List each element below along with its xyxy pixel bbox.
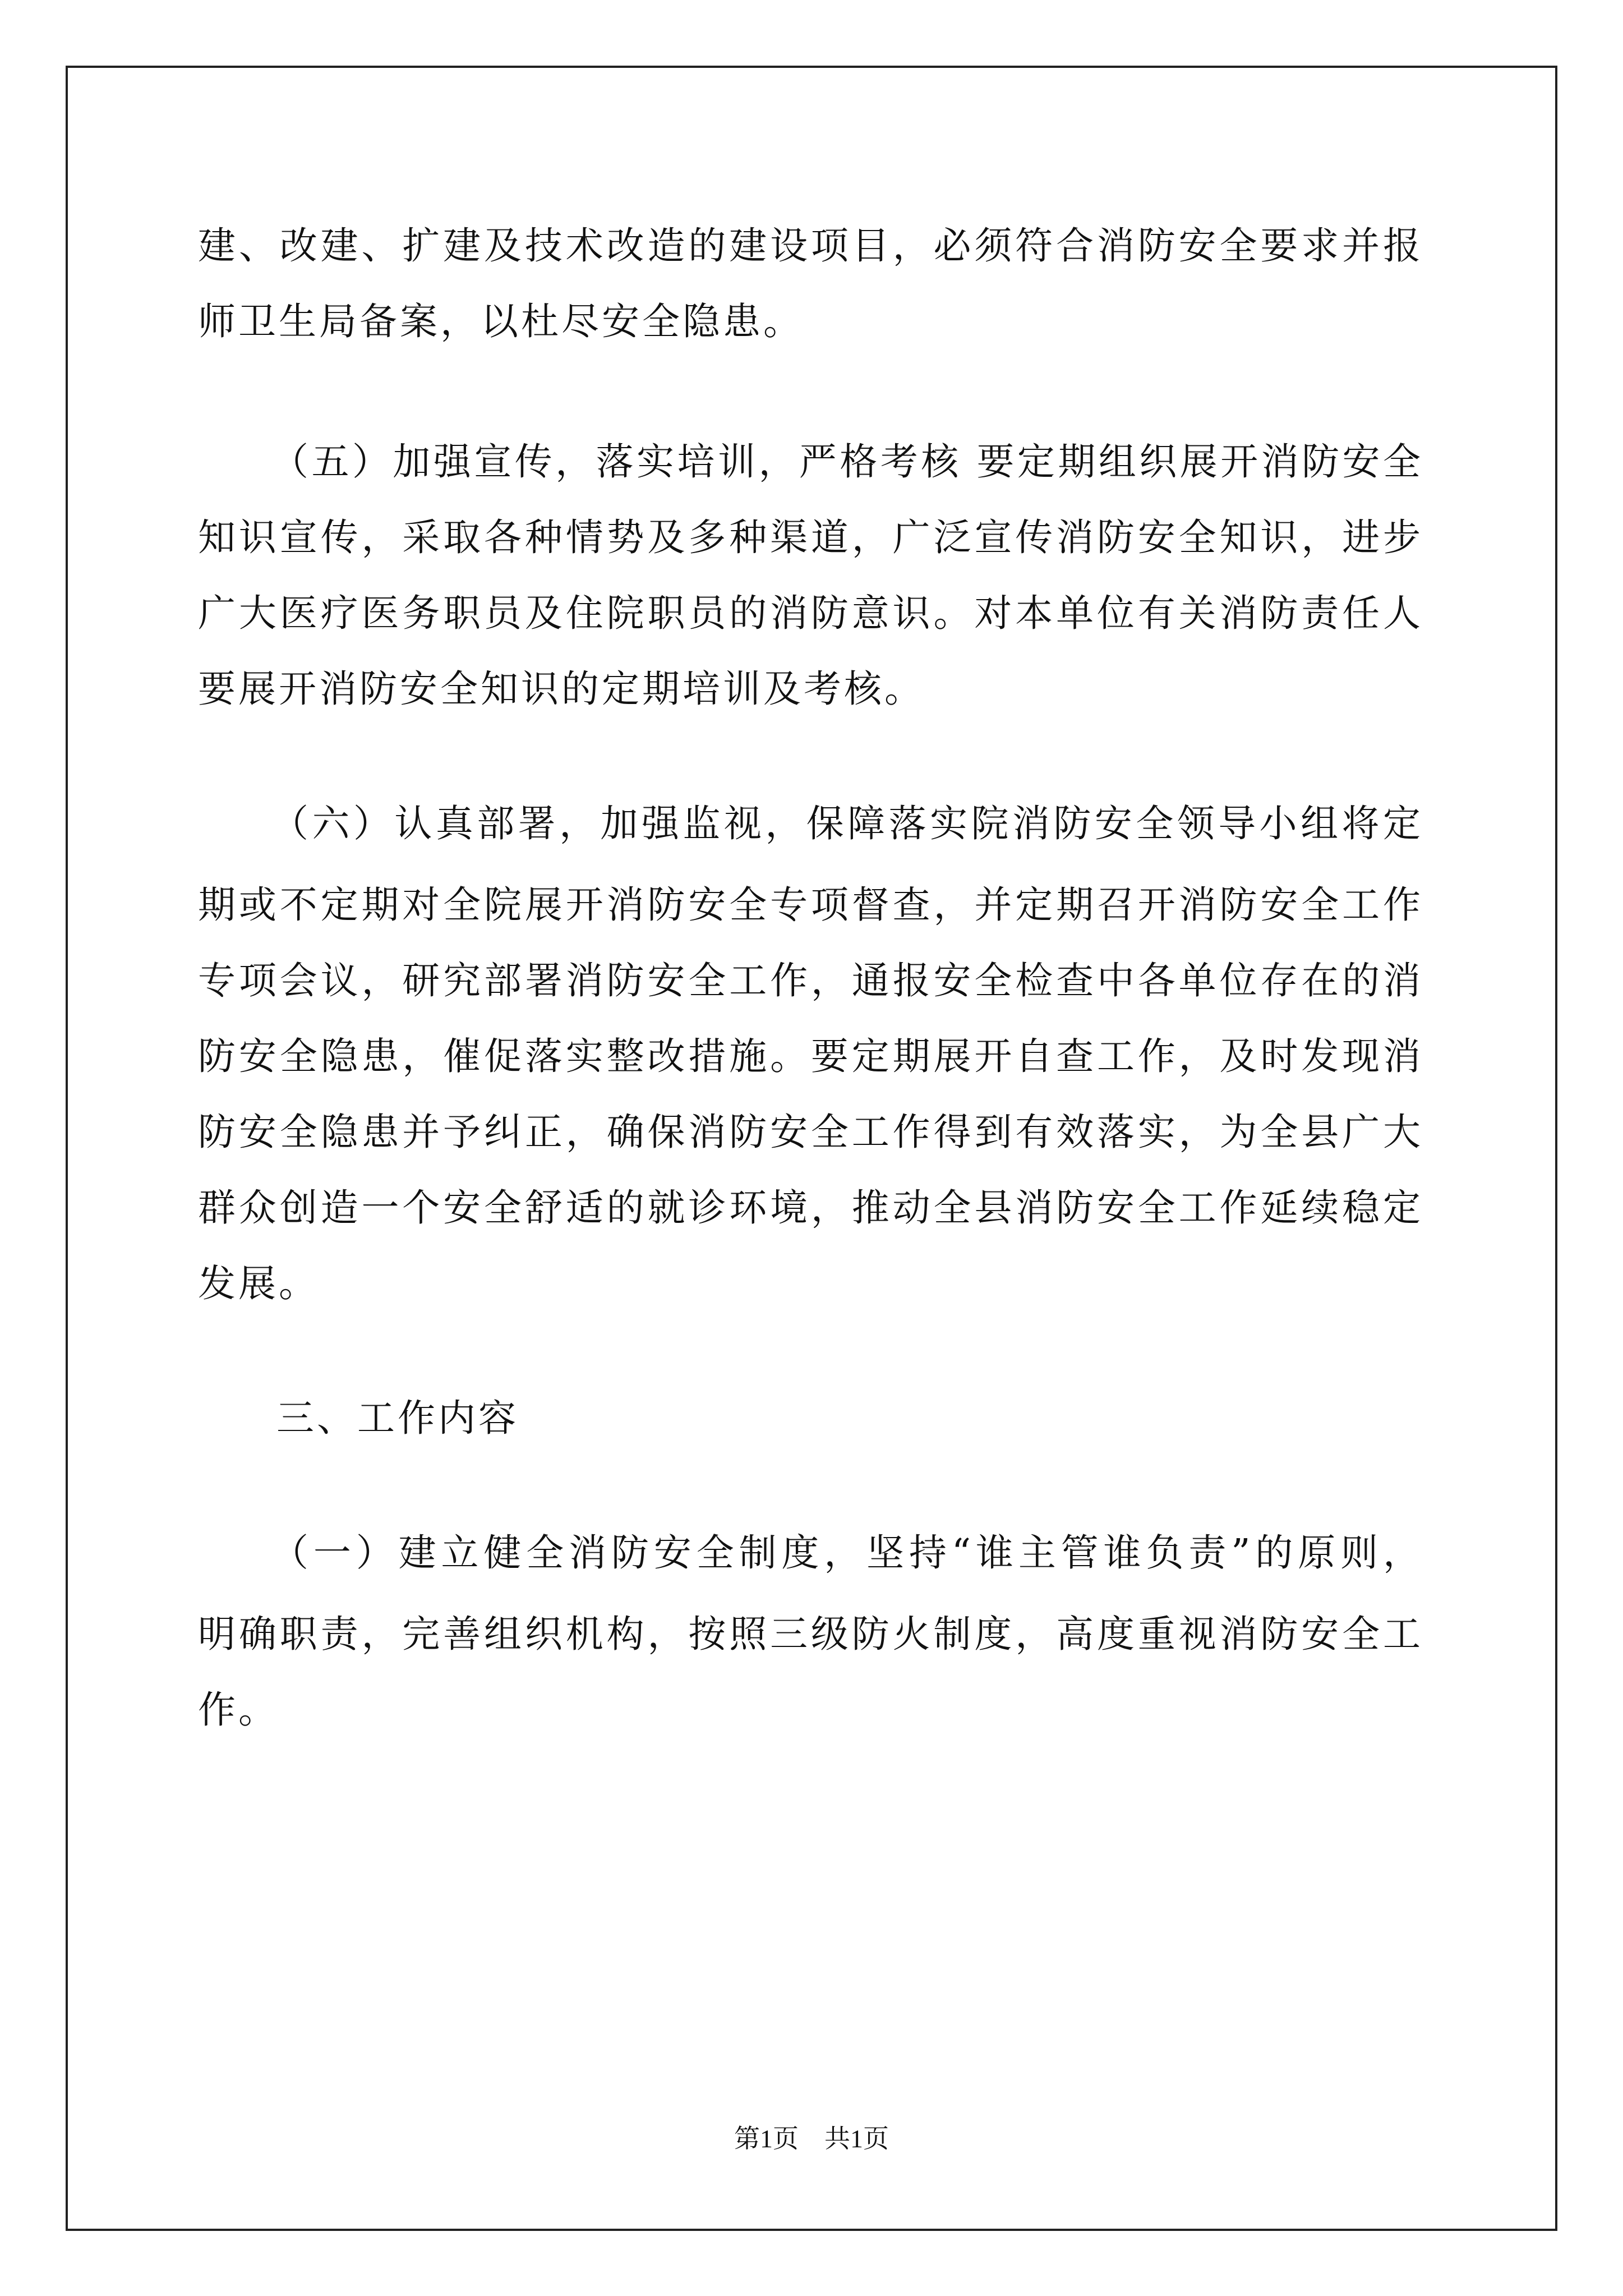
text-line: 期或不定期对全院展开消防安全专项督查，并定期召开消防安全工作 — [198, 883, 1421, 927]
text-line: 建、改建、扩建及技术改造的建设项目，必须符合消防安全要求并报 — [198, 224, 1421, 268]
text-line: 群众创造一个安全舒适的就诊环境，推动全县消防安全工作延续稳定 — [198, 1186, 1421, 1230]
text-line: 发展。 — [198, 1262, 319, 1305]
page-number: 第1页 共1页 — [734, 2124, 889, 2153]
text-line: 要展开消防安全知识的定期培训及考核。 — [198, 667, 925, 711]
text-line: 防安全隐患并予纠正，确保消防安全工作得到有效落实，为全县广大 — [198, 1110, 1421, 1154]
paragraph-6-first-line: （六）认真部署，加强监视，保障落实院消防安全领导小组将定 — [271, 802, 1421, 845]
text-line: 知识宣传，采取各种情势及多种渠道，广泛宣传消防安全知识，进步 — [198, 516, 1421, 559]
paragraph-1-first-line: （一）建立健全消防安全制度，坚持“谁主管谁负责”的原则， — [271, 1531, 1421, 1575]
text-line: 广大医疗医务职员及住院职员的消防意识。对本单位有关消防责任人 — [198, 591, 1421, 635]
text-line: 明确职责，完善组织机构，按照三级防火制度，高度重视消防安全工 — [198, 1612, 1421, 1656]
text-line: 防安全隐患，催促落实整改措施。要定期展开自查工作，及时发现消 — [198, 1034, 1421, 1078]
text-line: 专项会议，研究部署消防安全工作，通报安全检查中各单位存在的消 — [198, 959, 1421, 1002]
section-heading: 三、工作内容 — [276, 1396, 519, 1440]
text-line: 师卫生局备案，以杜尽安全隐患。 — [198, 300, 804, 343]
text-line: 作。 — [198, 1688, 279, 1732]
paragraph-5-first-line: （五）加强宣传，落实培训，严格考核 要定期组织展开消防安全 — [271, 440, 1421, 484]
